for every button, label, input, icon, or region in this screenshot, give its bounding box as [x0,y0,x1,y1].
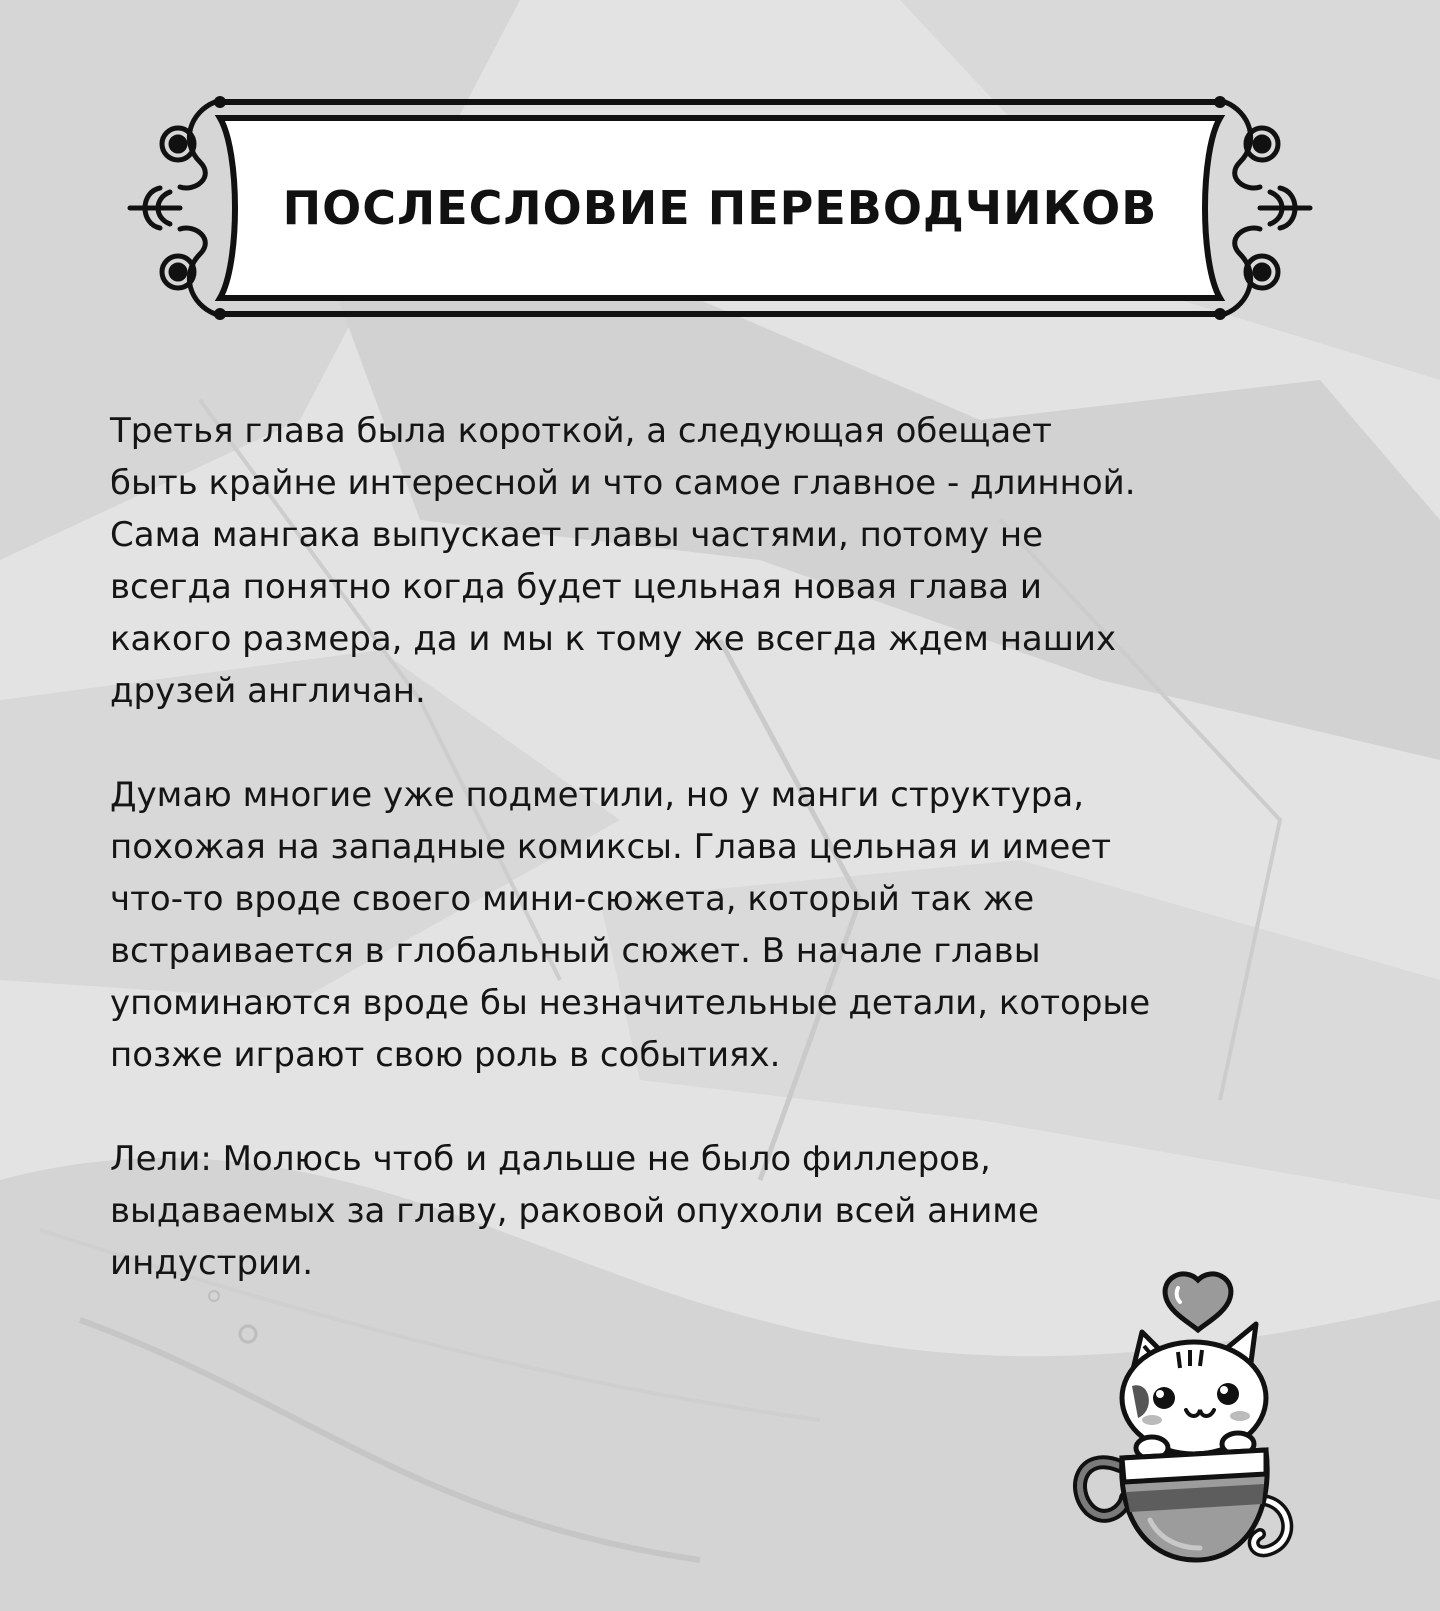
paragraph-1: Третья глава была короткой, а следующая обещает быть крайне интересной и что самое главное - длинной. Сама мангака выпускает главы частями, потому не всегда понятно когда будет цельная новая глава и какого размера, да и мы к тому же всегда ждем наших друзей англичан. [110,411,1136,711]
page-title: ПОСЛЕСЛОВИЕ ПЕРЕВОДЧИКОВ [282,181,1158,235]
cat-in-cup-icon [1060,1270,1300,1570]
paragraph-3: Лели: Молюсь чтоб и дальше не было филлеров, выдаваемых за главу, раковой опухоли всей аниме индустрии. [110,1139,1039,1283]
paragraph-2: Думаю многие уже подметили, но у манги структура, похожая на западные комиксы. Глава цельная и имеет что-то вроде своего мини-сюжета, который так же встраивается в глобальный сюжет. В начале главы упоминаются вроде бы незначительные детали, которые позже играют свою роль в событиях. [110,775,1151,1075]
title-banner [120,92,1320,324]
afterword-text [110,405,1340,1341]
heart-icon [1165,1274,1231,1330]
